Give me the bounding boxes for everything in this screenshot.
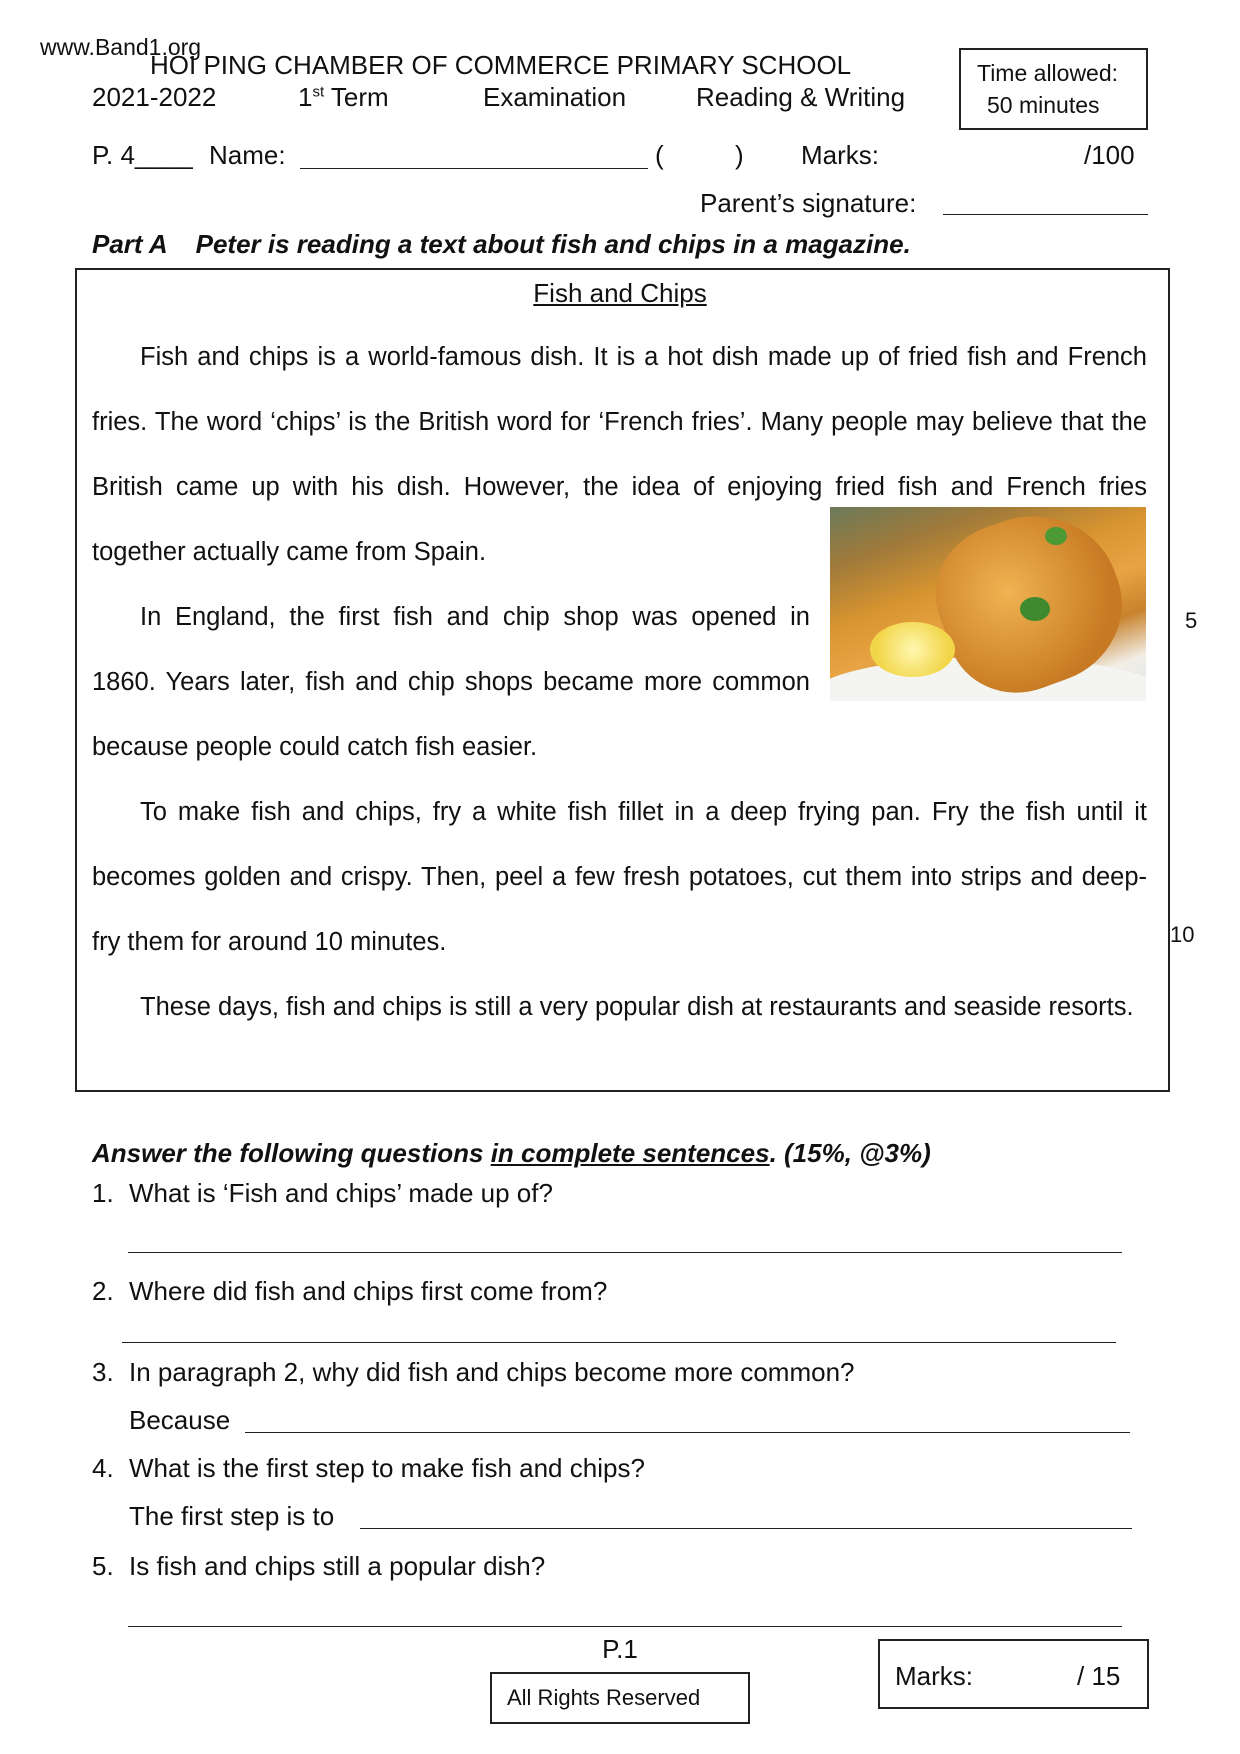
answer-1-line[interactable] [128,1252,1122,1253]
class-field[interactable]: P. 4____ [92,140,193,170]
line-number-5: 5 [1185,608,1198,633]
time-value: 50 minutes [987,92,1100,118]
question-3: In paragraph 2, why did fish and chips become more common? [129,1357,855,1387]
questions-heading [92,1138,931,1169]
passage-title: Fish and Chips [533,278,707,308]
question-2-number: 2. [92,1276,114,1306]
time-allowed-box [959,48,1148,130]
paragraph-4: These days, fish and chips is still a very popular dish at restaurants and seaside resorts. [140,993,1134,1021]
term-number: 1 [298,82,313,112]
question-4-number: 4. [92,1453,114,1483]
section-marks-box [878,1639,1149,1709]
paragraph-2: In England, the first fish and chip shop was opened in 1860. Years later, fish and chip shops became more common because people could catch fish easier. [92,603,810,761]
watermark: www.Band1.org [40,34,202,60]
part-instruction: Peter is reading a text about fish and chips in a magazine. [195,229,911,259]
term-label: Term [324,82,389,112]
class-number-close: ) [735,140,744,170]
term [298,82,389,113]
term-suffix: st [312,83,325,101]
part-a-heading [92,229,911,260]
name-label: Name: [209,140,286,170]
answer-3-line[interactable] [245,1432,1130,1433]
class-number-open: ( [655,140,664,170]
question-1-number: 1. [92,1178,114,1208]
time-label: Time allowed: [977,60,1119,86]
fish-and-chips-photo [830,507,1146,701]
school-name: HOI PING CHAMBER OF COMMERCE PRIMARY SCHOOL [150,50,852,80]
paragraph-3: To make fish and chips, fry a white fish fillet in a deep frying pan. Fry the fish until it becomes golden and crispy. Then, peel a few fresh potatoes, cut them into strips and deep-fry them for around 10 minutes. [92,798,1147,956]
answer-2-line[interactable] [122,1342,1116,1343]
signature-field[interactable] [943,214,1148,215]
heading-marks: . (15%, @3%) [769,1138,931,1168]
part-label: Part A [92,229,168,259]
answer-4-prefix: The first step is to [129,1501,335,1531]
section-marks-total: / 15 [1077,1661,1121,1691]
name-field[interactable] [300,168,648,169]
marks-label: Marks: [801,140,879,170]
school-year: 2021-2022 [92,82,217,112]
question-4: What is the first step to make fish and chips? [129,1453,645,1483]
page-number: P.1 [602,1634,638,1664]
answer-3-prefix: Because [129,1405,231,1435]
signature-label: Parent’s signature: [700,188,917,218]
section-marks-label: Marks: [895,1661,973,1691]
question-5: Is fish and chips still a popular dish? [129,1551,546,1581]
question-3-number: 3. [92,1357,114,1387]
paragraph-1: Fish and chips is a world-famous dish. It is a hot dish made up of fried fish and French fries. The word ‘chips’ is the British word for ‘French fries’. Many people may believe that the British came up with his dish. However, the idea of enjoying fried fish and French fries together actually came from Spain. [92,343,1147,566]
rights-text: All Rights Reserved [507,1685,701,1710]
rights-box [490,1672,750,1724]
marks-total: /100 [1084,140,1135,170]
question-1: What is ‘Fish and chips’ made up of? [129,1178,553,1208]
question-5-number: 5. [92,1551,114,1581]
line-number-10: 10 [1170,922,1195,947]
heading-emphasis: in complete sentences [490,1138,770,1168]
question-2: Where did fish and chips first come from? [129,1276,608,1306]
subject: Reading & Writing [696,82,906,112]
answer-4-line[interactable] [360,1528,1132,1529]
exam-label: Examination [483,82,627,112]
heading-text: Answer the following questions [92,1138,491,1168]
answer-5-line[interactable] [128,1626,1122,1627]
